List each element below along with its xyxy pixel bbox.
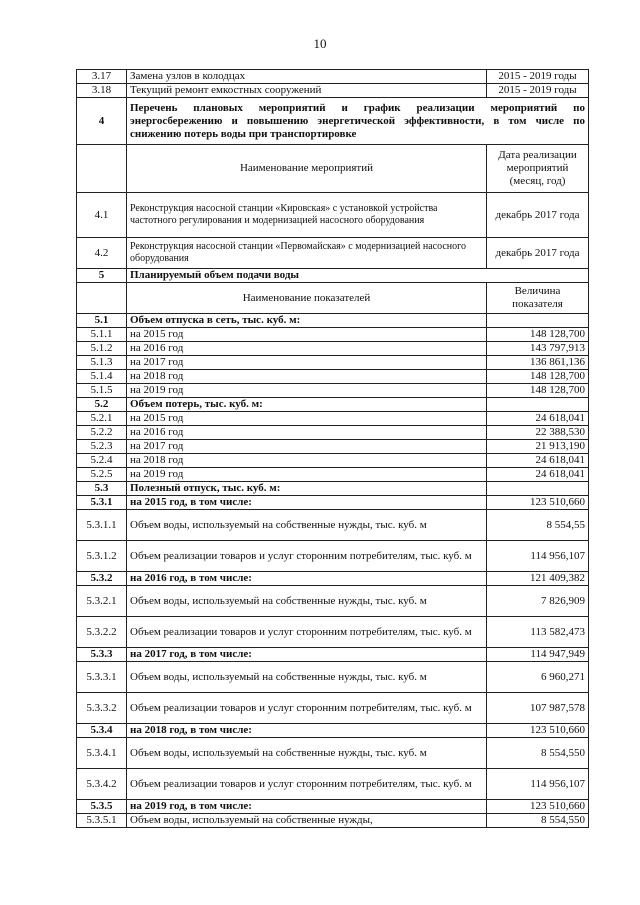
- row-number: 5.2.5: [77, 468, 127, 482]
- page-number: 10: [313, 36, 327, 51]
- table-row: [77, 70, 589, 84]
- row-number: 5.2.1: [77, 412, 127, 426]
- row-value: [487, 398, 589, 412]
- table-row: [77, 412, 589, 426]
- row-number: 5.3.2: [77, 572, 127, 586]
- table-row: [77, 193, 589, 238]
- row-number: 5.3.3: [77, 648, 127, 662]
- row-text: Объем реализации товаров и услуг сторонним потребителям, тыс. куб. м: [127, 617, 487, 648]
- row-number: 5.3.3.1: [77, 662, 127, 693]
- row-number: 5.1.1: [77, 328, 127, 342]
- row-value: 143 797,913: [487, 342, 589, 356]
- row-value: 114 947,949: [487, 648, 589, 662]
- row-text: на 2017 год, в том числе:: [127, 648, 487, 662]
- row-number: 5.3.4.1: [77, 738, 127, 769]
- table-row: [77, 662, 589, 693]
- row-number: 5.3.5.1: [77, 814, 127, 828]
- table-row: [77, 370, 589, 384]
- row-value: 7 826,909: [487, 586, 589, 617]
- row-text: Объем воды, используемый на собственные нужды, тыс. куб. м: [127, 662, 487, 693]
- row-text: на 2018 год, в том числе:: [127, 724, 487, 738]
- table-row: [77, 648, 589, 662]
- row-number: 3.17: [77, 70, 127, 84]
- section-4-column-headers: [77, 145, 589, 193]
- row-number: 5.3.1: [77, 496, 127, 510]
- row-text: на 2018 год: [127, 454, 487, 468]
- row-number: 5.1.5: [77, 384, 127, 398]
- row-number: 5.1.4: [77, 370, 127, 384]
- row-text: на 2017 год: [127, 356, 487, 370]
- row-number: 5.2: [77, 398, 127, 412]
- table-row: [77, 800, 589, 814]
- row-value: 2015 - 2019 годы: [487, 70, 589, 84]
- row-number: 5.2.4: [77, 454, 127, 468]
- row-number: 5.3.1.1: [77, 510, 127, 541]
- table-row: [77, 769, 589, 800]
- row-text: на 2018 год: [127, 370, 487, 384]
- row-value: 136 861,136: [487, 356, 589, 370]
- row-text: Объем воды, используемый на собственные нужды, тыс. куб. м: [127, 586, 487, 617]
- row-text: на 2016 год: [127, 426, 487, 440]
- row-number: 5.1.3: [77, 356, 127, 370]
- row-number: 5.3.1.2: [77, 541, 127, 572]
- row-number: 5.1: [77, 314, 127, 328]
- row-number: 5.3.4: [77, 724, 127, 738]
- row-value: [487, 314, 589, 328]
- row-text: Объем потерь, тыс. куб. м:: [127, 398, 487, 412]
- row-value: 24 618,041: [487, 454, 589, 468]
- table-row: [77, 693, 589, 724]
- row-value: 148 128,700: [487, 370, 589, 384]
- table-row: [77, 482, 589, 496]
- table-row: [77, 84, 589, 98]
- row-value: 6 960,271: [487, 662, 589, 693]
- table-row: [77, 572, 589, 586]
- table-body-main: [77, 314, 589, 828]
- row-value: 21 913,190: [487, 440, 589, 454]
- row-text: на 2019 год, в том числе:: [127, 800, 487, 814]
- row-text: на 2016 год, в том числе:: [127, 572, 487, 586]
- row-date: декабрь 2017 года: [487, 193, 589, 238]
- row-number: 5.3.5: [77, 800, 127, 814]
- table-row: [77, 468, 589, 482]
- row-value: 123 510,660: [487, 800, 589, 814]
- row-number: 5.1.2: [77, 342, 127, 356]
- section-4: [77, 98, 589, 314]
- row-text: на 2015 год: [127, 412, 487, 426]
- row-text: на 2015 год: [127, 328, 487, 342]
- row-value: 123 510,660: [487, 724, 589, 738]
- section-4-number: 4: [77, 98, 127, 145]
- column-header-indicators: Наименование показателей: [127, 283, 487, 314]
- row-text: Реконструкция насосной станции «Первомайская» с модернизацией насосного оборудования: [127, 238, 487, 269]
- row-text: Замена узлов в колодцах: [127, 70, 487, 84]
- row-value: 24 618,041: [487, 468, 589, 482]
- section-5-column-headers: [77, 283, 589, 314]
- row-text: Объем реализации товаров и услуг сторонним потребителям, тыс. куб. м: [127, 541, 487, 572]
- table-row: [77, 586, 589, 617]
- table-row: [77, 724, 589, 738]
- row-value: 113 582,473: [487, 617, 589, 648]
- row-number: 4.1: [77, 193, 127, 238]
- table-row: [77, 384, 589, 398]
- row-text: на 2015 год, в том числе:: [127, 496, 487, 510]
- row-number: 5.3: [77, 482, 127, 496]
- row-text: Объем отпуска в сеть, тыс. куб. м:: [127, 314, 487, 328]
- row-text: на 2019 год: [127, 384, 487, 398]
- row-number: 5.3.2.2: [77, 617, 127, 648]
- row-number: 5.2.2: [77, 426, 127, 440]
- row-text: на 2016 год: [127, 342, 487, 356]
- table-row: [77, 738, 589, 769]
- row-text: Полезный отпуск, тыс. куб. м:: [127, 482, 487, 496]
- row-number: 3.18: [77, 84, 127, 98]
- table-row: [77, 398, 589, 412]
- row-value: 2015 - 2019 годы: [487, 84, 589, 98]
- row-text: Объем реализации товаров и услуг сторонним потребителям, тыс. куб. м: [127, 769, 487, 800]
- column-header-value: Величина показателя: [487, 283, 589, 314]
- table-row: [77, 238, 589, 269]
- table-row: [77, 814, 589, 828]
- row-number: 5.3.2.1: [77, 586, 127, 617]
- row-text: Реконструкция насосной станции «Кировская» с установкой устройства частотного регулирования и модернизацией насосного оборудования: [127, 193, 487, 238]
- row-value: 22 388,530: [487, 426, 589, 440]
- row-value: 107 987,578: [487, 693, 589, 724]
- section-5-title: Планируемый объем подачи воды: [127, 269, 589, 283]
- row-value: 8 554,550: [487, 814, 589, 828]
- row-number: 5.3.4.2: [77, 769, 127, 800]
- row-number: 5.3.3.2: [77, 693, 127, 724]
- row-value: 148 128,700: [487, 384, 589, 398]
- row-text: Объем воды, используемый на собственные нужды, тыс. куб. м: [127, 510, 487, 541]
- row-value: 114 956,107: [487, 541, 589, 572]
- row-text: на 2019 год: [127, 468, 487, 482]
- table-row: [77, 510, 589, 541]
- column-header-measures: Наименование мероприятий: [127, 145, 487, 193]
- section-5-header-row: [77, 269, 589, 283]
- row-text: на 2017 год: [127, 440, 487, 454]
- row-text: Объем воды, используемый на собственные нужды,: [127, 814, 487, 828]
- row-text: Текущий ремонт емкостных сооружений: [127, 84, 487, 98]
- row-text: Объем воды, используемый на собственные нужды, тыс. куб. м: [127, 738, 487, 769]
- section-4-title: Перечень плановых мероприятий и график реализации мероприятий по энергосбережению и повышению энергетической эффективности, в том числе по снижению потерь воды при транспортировке: [127, 98, 589, 145]
- table-row: [77, 356, 589, 370]
- section-5-number: 5: [77, 269, 127, 283]
- row-value: 114 956,107: [487, 769, 589, 800]
- row-value: 8 554,550: [487, 738, 589, 769]
- row-value: 8 554,55: [487, 510, 589, 541]
- row-text: Объем реализации товаров и услуг сторонним потребителям, тыс. куб. м: [127, 693, 487, 724]
- row-value: 123 510,660: [487, 496, 589, 510]
- row-value: 121 409,382: [487, 572, 589, 586]
- table-row: [77, 541, 589, 572]
- table-row: [77, 617, 589, 648]
- column-header-date: Дата реализации мероприятий (месяц, год): [487, 145, 589, 193]
- row-date: декабрь 2017 года: [487, 238, 589, 269]
- table-row: [77, 426, 589, 440]
- row-number: 4.2: [77, 238, 127, 269]
- table-row: [77, 328, 589, 342]
- table-row: [77, 314, 589, 328]
- table-body-top: [77, 70, 589, 98]
- row-value: 148 128,700: [487, 328, 589, 342]
- table-row: [77, 342, 589, 356]
- row-value: 24 618,041: [487, 412, 589, 426]
- plan-table: [76, 69, 589, 828]
- section-4-header-row: [77, 98, 589, 145]
- table-row: [77, 454, 589, 468]
- table-row: [77, 440, 589, 454]
- row-number: 5.2.3: [77, 440, 127, 454]
- row-value: [487, 482, 589, 496]
- table-row: [77, 496, 589, 510]
